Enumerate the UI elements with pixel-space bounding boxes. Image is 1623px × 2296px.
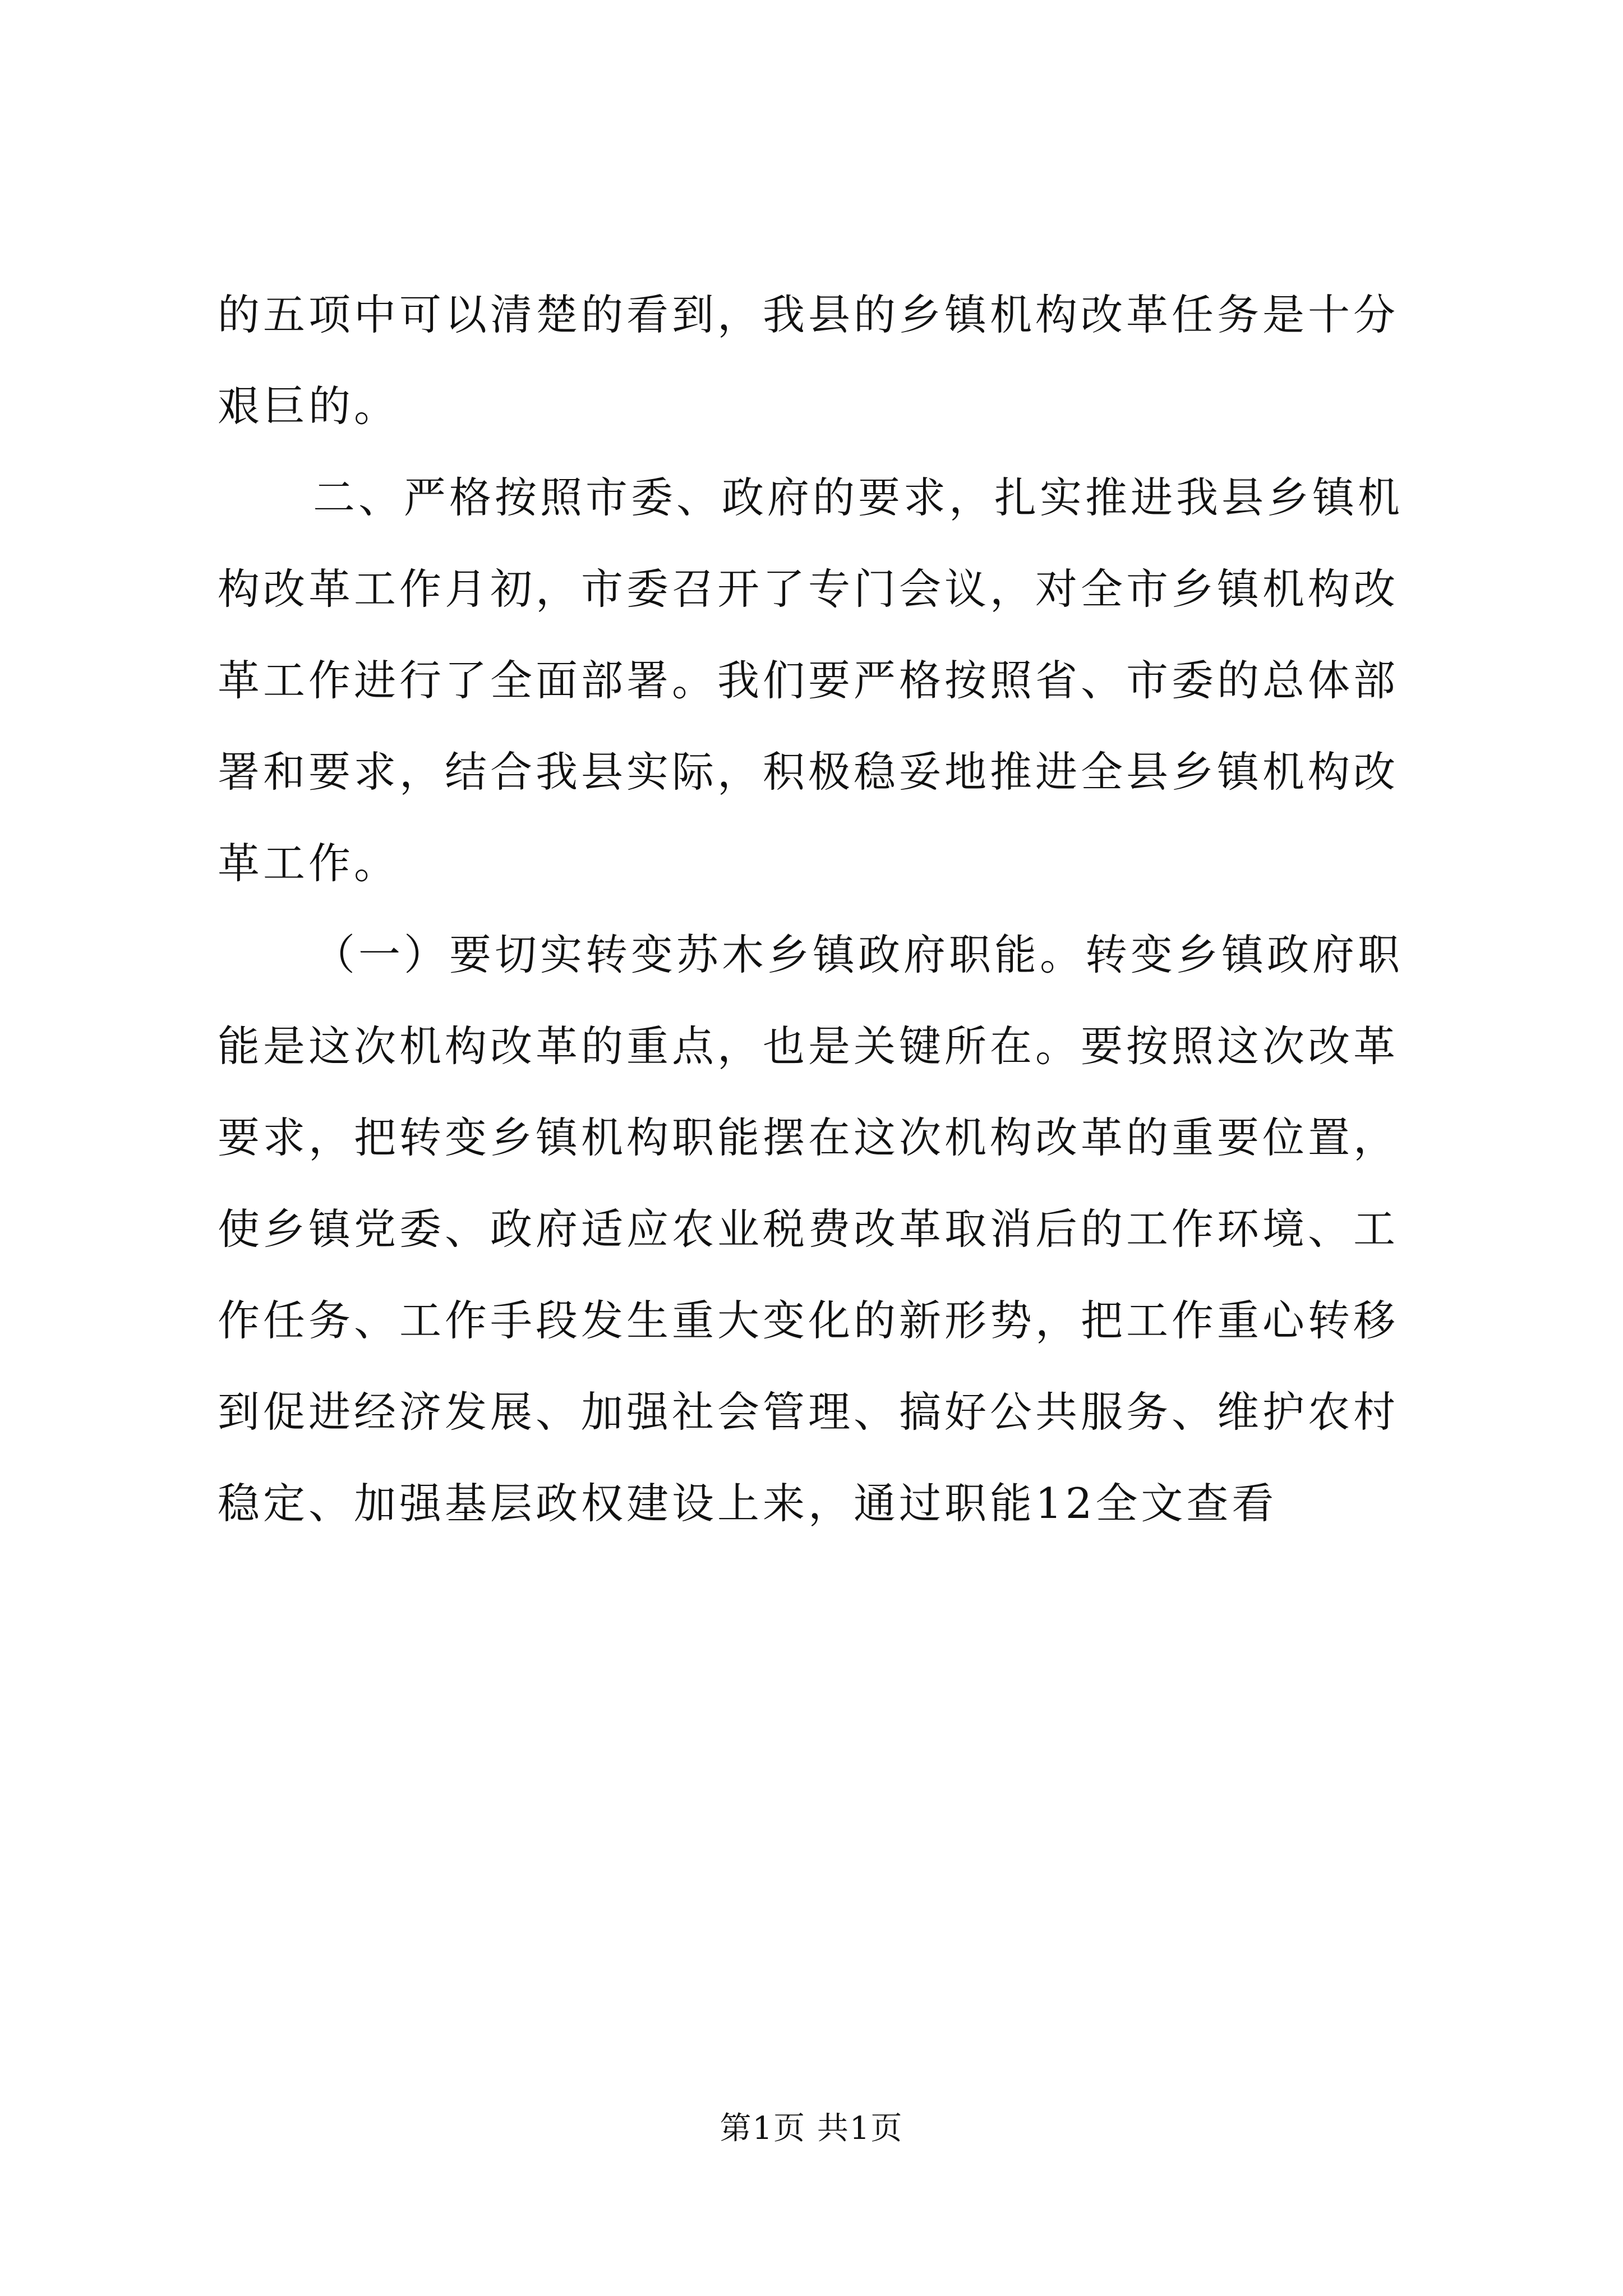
paragraph-3: （一）要切实转变苏木乡镇政府职能。转变乡镇政府职能是这次机构改革的重点，也是关键所在。要按照这次改革要求，把转变乡镇机构职能摆在这次机构改革的重要位置，使乡镇党委、政府适应农业税费改革取消后的工作环境、工作任务、工作手段发生重大变化的新形势，把工作重心转移到促进经济发展、加强社会管理、搞好公共服务、维护农村稳定、加强基层政权建设上来，通过职能12全文查看 <box>218 930 1404 1528</box>
document-body <box>218 269 1429 1549</box>
page-footer: 第1页 共1页 <box>720 2110 903 2147</box>
paragraph-2: 二、严格按照市委、政府的要求，扎实推进我县乡镇机构改革工作月初，市委召开了专门会议，对全市乡镇机构改革工作进行了全面部署。我们要严格按照省、市委的总体部署和要求，结合我县实际，积极稳妥地推进全县乡镇机构改革工作。 <box>218 473 1404 888</box>
paragraph-1: 的五项中可以清楚的看到，我县的乡镇机构改革任务是十分艰巨的。 <box>218 290 1399 431</box>
